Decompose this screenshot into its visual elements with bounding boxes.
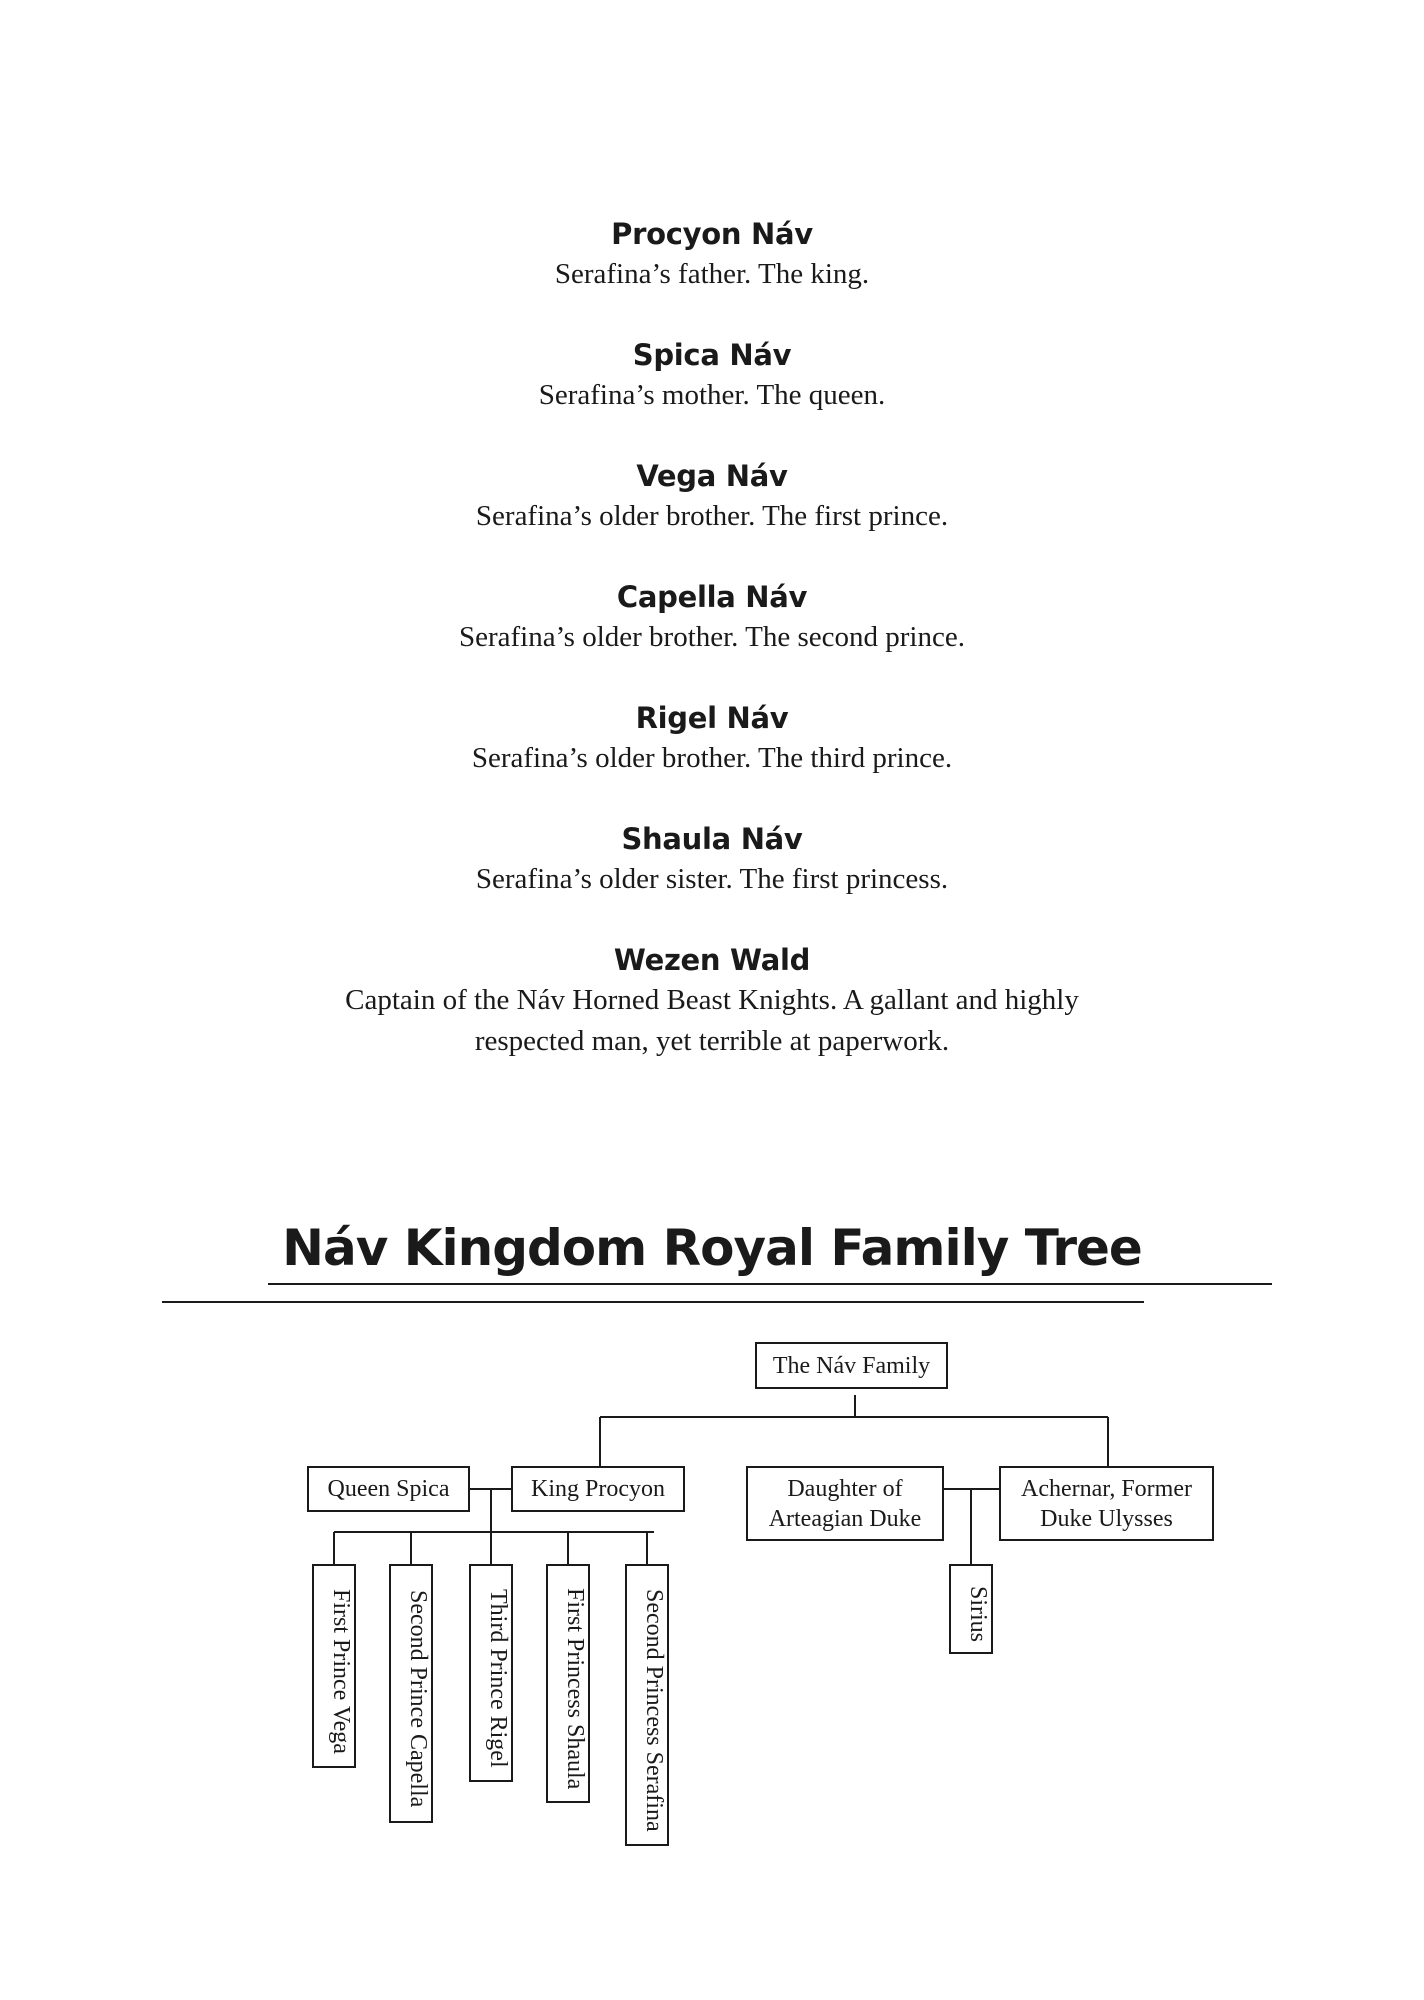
- node-queen-spica: Queen Spica: [307, 1466, 470, 1512]
- node-daughter-of-duke: Daughter of Arteagian Duke: [746, 1466, 944, 1541]
- character-name: Shaula Náv: [621, 822, 803, 856]
- character-name: Spica Náv: [632, 338, 792, 372]
- character-description: Serafina’s older sister. The first princess.: [475, 863, 949, 895]
- character-name: Vega Náv: [636, 459, 788, 493]
- node-first-prince-vega: First Prince Vega: [312, 1564, 356, 1768]
- character-name: Procyon Náv: [611, 217, 813, 251]
- character-name: Wezen Wald: [613, 943, 811, 977]
- family-tree-title: Náv Kingdom Royal Family Tree: [282, 1219, 1142, 1277]
- node-sirius: Sirius: [949, 1564, 993, 1654]
- character-description: Serafina’s mother. The queen.: [538, 379, 886, 411]
- node-achernar: Achernar, Former Duke Ulysses: [999, 1466, 1214, 1541]
- node-nav-family: The Náv Family: [755, 1342, 948, 1389]
- character-name: Capella Náv: [616, 580, 808, 614]
- node-second-prince-capella: Second Prince Capella: [389, 1564, 433, 1823]
- character-description: Serafina’s older brother. The first prince.: [475, 500, 949, 532]
- node-king-procyon: King Procyon: [511, 1466, 685, 1512]
- node-first-princess-shaula: First Princess Shaula: [546, 1564, 590, 1803]
- character-description: Serafina’s older brother. The third prince.: [471, 742, 953, 774]
- node-second-princess-serafina: Second Princess Serafina: [625, 1564, 669, 1846]
- character-description: Serafina’s older brother. The second prince.: [459, 621, 965, 653]
- character-description: Serafina’s father. The king.: [554, 258, 870, 290]
- node-third-prince-rigel: Third Prince Rigel: [469, 1564, 513, 1782]
- character-description: Captain of the Náv Horned Beast Knights. A gallant and highly respected man, yet terrible at paperwork.: [345, 984, 1079, 1057]
- character-name: Rigel Náv: [635, 701, 789, 735]
